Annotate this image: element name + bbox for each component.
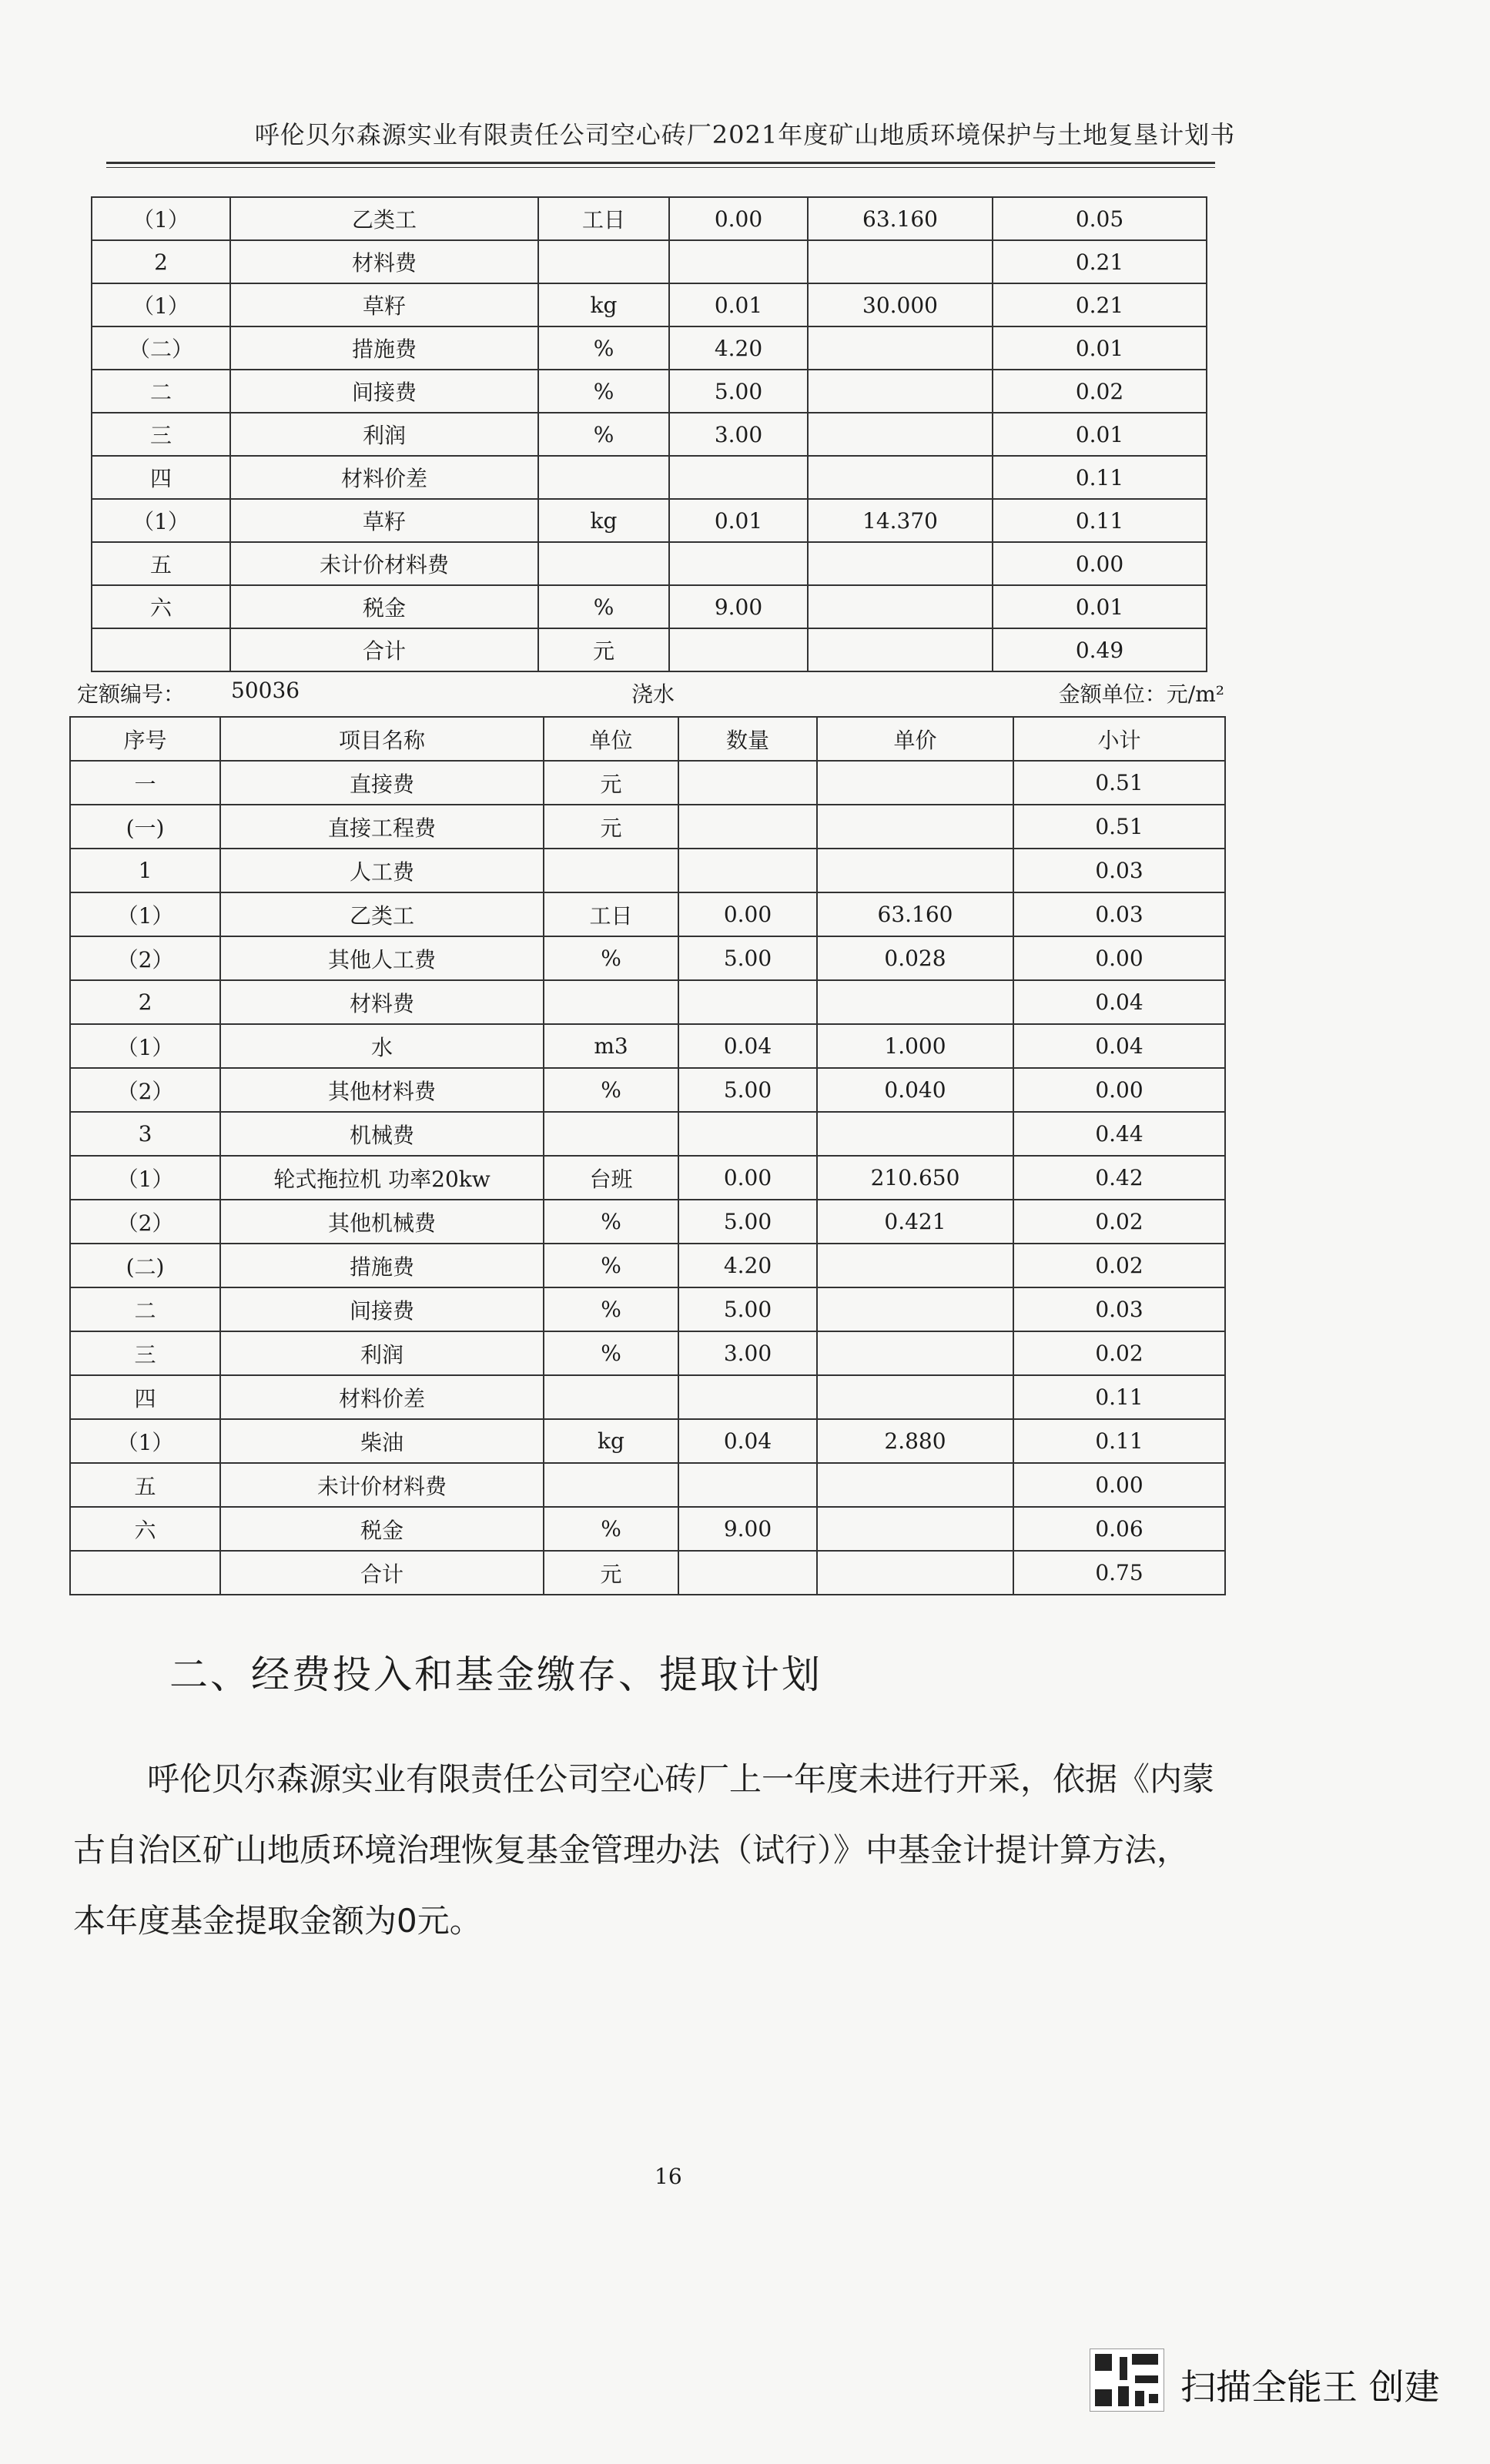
table-row xyxy=(70,1419,1225,1463)
table-cell: 0.00 xyxy=(678,1156,817,1200)
table-cell: m3 xyxy=(544,1024,678,1068)
table-cell: 0.01 xyxy=(669,283,808,326)
table-cell: 0.00 xyxy=(669,197,808,240)
table-cell: 0.02 xyxy=(993,370,1207,413)
table-cell: 0.01 xyxy=(993,413,1207,456)
table-cell: 二 xyxy=(70,1287,220,1331)
table-cell: 0.21 xyxy=(993,240,1207,283)
table-row xyxy=(70,1068,1225,1112)
table-cell xyxy=(817,1551,1013,1595)
table-cell: 0.02 xyxy=(1013,1331,1225,1375)
table-cell xyxy=(544,1112,678,1156)
table-cell: 利润 xyxy=(230,413,538,456)
table-cell: 0.05 xyxy=(993,197,1207,240)
table-cell xyxy=(70,1551,220,1595)
table-cell: 五 xyxy=(70,1463,220,1507)
table-cell: 30.000 xyxy=(808,283,993,326)
table-cell: 14.370 xyxy=(808,499,993,542)
table-cell: 0.11 xyxy=(1013,1419,1225,1463)
table-cell xyxy=(678,849,817,892)
table-cell: （1） xyxy=(70,1156,220,1200)
table-cell: 台班 xyxy=(544,1156,678,1200)
table-cell: 乙类工 xyxy=(220,892,544,936)
table-cell: 税金 xyxy=(230,585,538,628)
table-cell: 0.04 xyxy=(1013,1024,1225,1068)
table-row xyxy=(70,1507,1225,1551)
table-cell: 0.00 xyxy=(1013,936,1225,980)
table-cell: 五 xyxy=(92,542,230,585)
table-cell: 直接工程费 xyxy=(220,805,544,849)
table-cell: 草籽 xyxy=(230,283,538,326)
table-cell: 0.04 xyxy=(678,1024,817,1068)
table-cell xyxy=(808,456,993,499)
column-header: 项目名称 xyxy=(220,717,544,761)
table-cell: （1） xyxy=(70,1419,220,1463)
table-cell: 工日 xyxy=(544,892,678,936)
table-row xyxy=(92,542,1207,585)
table-cell: 未计价材料费 xyxy=(220,1463,544,1507)
table-cell: 9.00 xyxy=(669,585,808,628)
table-header-row xyxy=(70,717,1225,761)
table-row xyxy=(92,499,1207,542)
table-row xyxy=(70,1244,1225,1287)
table-row xyxy=(70,936,1225,980)
quota-name: 浇水 xyxy=(631,681,675,707)
table-cell: 0.02 xyxy=(1013,1200,1225,1244)
table-cell xyxy=(808,542,993,585)
table-cell: 0.02 xyxy=(1013,1244,1225,1287)
table-cell: 0.00 xyxy=(678,892,817,936)
table-row xyxy=(70,1331,1225,1375)
table-cell: 0.42 xyxy=(1013,1156,1225,1200)
table-row xyxy=(70,1463,1225,1507)
table-cell: 人工费 xyxy=(220,849,544,892)
table-cell: 草籽 xyxy=(230,499,538,542)
table-cell: 63.160 xyxy=(808,197,993,240)
qr-code-icon xyxy=(1090,2348,1164,2412)
table-cell: 元 xyxy=(544,805,678,849)
table-cell: 0.11 xyxy=(993,499,1207,542)
table-cell: 0.421 xyxy=(817,1200,1013,1244)
table-cell xyxy=(678,1463,817,1507)
table-cell: （1） xyxy=(70,892,220,936)
quota-info-row xyxy=(77,675,1224,707)
table-cell: 直接费 xyxy=(220,761,544,805)
table-cell: 六 xyxy=(70,1507,220,1551)
table-cell: 乙类工 xyxy=(230,197,538,240)
table-cell: （1） xyxy=(92,283,230,326)
table-cell: 0.04 xyxy=(1013,980,1225,1024)
table-cell: 元 xyxy=(544,1551,678,1595)
table-cell xyxy=(669,628,808,671)
table-row xyxy=(70,1200,1225,1244)
table-cell: 材料费 xyxy=(220,980,544,1024)
table-cell: 2.880 xyxy=(817,1419,1013,1463)
column-header: 序号 xyxy=(70,717,220,761)
table-cell xyxy=(544,980,678,1024)
table-cell: 材料价差 xyxy=(230,456,538,499)
table-cell: 0.03 xyxy=(1013,1287,1225,1331)
table-cell: 0.00 xyxy=(1013,1068,1225,1112)
table-row xyxy=(70,1112,1225,1156)
table-row xyxy=(92,413,1207,456)
column-header: 单位 xyxy=(544,717,678,761)
table-cell: 四 xyxy=(92,456,230,499)
table-cell xyxy=(678,761,817,805)
table-cell xyxy=(817,1112,1013,1156)
table-cell: kg xyxy=(538,499,669,542)
table-cell: (一) xyxy=(70,805,220,849)
column-header: 小计 xyxy=(1013,717,1225,761)
table-cell: 0.01 xyxy=(993,326,1207,370)
table-cell: % xyxy=(538,413,669,456)
table-cell: (二) xyxy=(70,1244,220,1287)
table-cell xyxy=(678,1375,817,1419)
table-cell: 3 xyxy=(70,1112,220,1156)
table-cell: 间接费 xyxy=(220,1287,544,1331)
table-cell: % xyxy=(544,1244,678,1287)
table-row xyxy=(70,892,1225,936)
quota-code: 50036 xyxy=(231,678,300,703)
table-row xyxy=(92,370,1207,413)
cost-table-continued xyxy=(91,196,1207,672)
table-cell xyxy=(544,1375,678,1419)
quota-code-label: 定额编号： xyxy=(77,681,186,707)
table-cell: 3.00 xyxy=(678,1331,817,1375)
paragraph-line: 本年度基金提取金额为0元。 xyxy=(73,1902,482,1940)
table-cell: 3.00 xyxy=(669,413,808,456)
table-cell: 二 xyxy=(92,370,230,413)
table-cell: 合计 xyxy=(230,628,538,671)
amount-unit: 金额单位：元/m² xyxy=(1058,681,1224,707)
table-cell: 1 xyxy=(70,849,220,892)
table-cell: 0.11 xyxy=(993,456,1207,499)
table-cell: 元 xyxy=(544,761,678,805)
page-number: 16 xyxy=(655,2164,682,2189)
table-cell: 210.650 xyxy=(817,1156,1013,1200)
table-cell: 0.01 xyxy=(993,585,1207,628)
table-cell: 材料价差 xyxy=(220,1375,544,1419)
table-row xyxy=(70,1551,1225,1595)
table-cell: 其他机械费 xyxy=(220,1200,544,1244)
table-cell xyxy=(678,1112,817,1156)
table-cell xyxy=(808,628,993,671)
table-cell xyxy=(669,542,808,585)
table-cell xyxy=(817,1507,1013,1551)
table-cell xyxy=(669,456,808,499)
table-cell: % xyxy=(538,585,669,628)
table-cell: 0.01 xyxy=(669,499,808,542)
table-cell: 4.20 xyxy=(678,1244,817,1287)
table-cell: 0.51 xyxy=(1013,805,1225,849)
table-cell: % xyxy=(544,1331,678,1375)
table-row xyxy=(70,1375,1225,1419)
table-cell: % xyxy=(544,1507,678,1551)
table-cell xyxy=(817,805,1013,849)
table-cell: 5.00 xyxy=(678,1068,817,1112)
table-cell xyxy=(817,849,1013,892)
table-cell: 0.21 xyxy=(993,283,1207,326)
table-row xyxy=(70,761,1225,805)
table-row xyxy=(70,1156,1225,1200)
table-cell: 三 xyxy=(70,1331,220,1375)
table-cell: 0.75 xyxy=(1013,1551,1225,1595)
table-cell xyxy=(538,240,669,283)
table-cell: 一 xyxy=(70,761,220,805)
table-cell: 0.44 xyxy=(1013,1112,1225,1156)
table-cell: （2） xyxy=(70,1068,220,1112)
table-cell: （二） xyxy=(92,326,230,370)
table-cell: 0.49 xyxy=(993,628,1207,671)
table-row xyxy=(92,197,1207,240)
table-cell: 63.160 xyxy=(817,892,1013,936)
table-row xyxy=(70,1024,1225,1068)
table-cell: 0.06 xyxy=(1013,1507,1225,1551)
section-heading: 二、经费投入和基金缴存、提取计划 xyxy=(169,1652,822,1697)
table-cell: % xyxy=(538,326,669,370)
table-cell: 工日 xyxy=(538,197,669,240)
table-cell: 0.028 xyxy=(817,936,1013,980)
table-cell: 措施费 xyxy=(230,326,538,370)
table-cell: 税金 xyxy=(220,1507,544,1551)
table-row xyxy=(70,805,1225,849)
table-cell: 柴油 xyxy=(220,1419,544,1463)
table-cell: （2） xyxy=(70,936,220,980)
table-cell: 元 xyxy=(538,628,669,671)
table-cell xyxy=(544,849,678,892)
table-cell xyxy=(538,456,669,499)
table-cell: 4.20 xyxy=(669,326,808,370)
table-cell xyxy=(92,628,230,671)
table-cell: kg xyxy=(544,1419,678,1463)
table-cell: % xyxy=(544,1287,678,1331)
table-cell: % xyxy=(544,1200,678,1244)
table-cell: 利润 xyxy=(220,1331,544,1375)
table-cell: 9.00 xyxy=(678,1507,817,1551)
table-cell: 5.00 xyxy=(678,1200,817,1244)
table-cell: 0.04 xyxy=(678,1419,817,1463)
header-rule-thin xyxy=(106,167,1215,168)
table-cell xyxy=(678,980,817,1024)
table-cell: 0.00 xyxy=(993,542,1207,585)
table-cell xyxy=(817,761,1013,805)
table-row xyxy=(92,283,1207,326)
table-cell xyxy=(678,805,817,849)
table-cell: （2） xyxy=(70,1200,220,1244)
scanner-watermark-text: 扫描全能王 创建 xyxy=(1180,2366,1440,2408)
table-cell: % xyxy=(538,370,669,413)
table-cell: （1） xyxy=(92,499,230,542)
table-cell: 材料费 xyxy=(230,240,538,283)
scanner-watermark xyxy=(1090,2341,1482,2418)
table-cell: % xyxy=(544,936,678,980)
table-cell xyxy=(808,585,993,628)
table-row xyxy=(92,456,1207,499)
table-row xyxy=(92,585,1207,628)
table-cell: % xyxy=(544,1068,678,1112)
table-cell: 1.000 xyxy=(817,1024,1013,1068)
table-cell xyxy=(669,240,808,283)
table-cell: 水 xyxy=(220,1024,544,1068)
table-cell: 0.00 xyxy=(1013,1463,1225,1507)
column-header: 数量 xyxy=(678,717,817,761)
table-cell: 四 xyxy=(70,1375,220,1419)
table-cell: （1） xyxy=(92,197,230,240)
table-row xyxy=(92,628,1207,671)
table-cell xyxy=(808,370,993,413)
document-header-title: 呼伦贝尔森源实业有限责任公司空心砖厂2021年度矿山地质环境保护与土地复垦计划书 xyxy=(254,120,1236,149)
table-cell xyxy=(808,326,993,370)
table-cell: 其他材料费 xyxy=(220,1068,544,1112)
table-cell: 未计价材料费 xyxy=(230,542,538,585)
table-cell: 合计 xyxy=(220,1551,544,1595)
table-row xyxy=(70,980,1225,1024)
header-rule xyxy=(106,162,1215,164)
table-cell: 其他人工费 xyxy=(220,936,544,980)
table-cell xyxy=(808,413,993,456)
table-cell: 5.00 xyxy=(678,1287,817,1331)
table-cell xyxy=(817,1375,1013,1419)
table-cell xyxy=(817,1331,1013,1375)
table-cell: 机械费 xyxy=(220,1112,544,1156)
table-cell: 措施费 xyxy=(220,1244,544,1287)
column-header: 单价 xyxy=(817,717,1013,761)
table-row xyxy=(92,240,1207,283)
table-cell: 六 xyxy=(92,585,230,628)
table-cell xyxy=(817,1463,1013,1507)
table-cell: 5.00 xyxy=(678,936,817,980)
table-cell xyxy=(538,542,669,585)
table-cell: 0.11 xyxy=(1013,1375,1225,1419)
table-cell xyxy=(817,1244,1013,1287)
table-cell xyxy=(817,980,1013,1024)
table-cell: 2 xyxy=(92,240,230,283)
table-row xyxy=(70,849,1225,892)
table-row xyxy=(70,1287,1225,1331)
table-cell: 三 xyxy=(92,413,230,456)
table-cell: 5.00 xyxy=(669,370,808,413)
table-cell: 0.51 xyxy=(1013,761,1225,805)
table-cell: 间接费 xyxy=(230,370,538,413)
table-cell: 2 xyxy=(70,980,220,1024)
paragraph-line: 古自治区矿山地质环境治理恢复基金管理办法（试行）》中基金计提计算方法， xyxy=(73,1831,1190,1869)
table-cell xyxy=(544,1463,678,1507)
table-row xyxy=(92,326,1207,370)
table-cell xyxy=(817,1287,1013,1331)
table-cell: 0.03 xyxy=(1013,892,1225,936)
table-cell xyxy=(678,1551,817,1595)
watering-cost-table xyxy=(69,716,1226,1595)
table-cell: 0.03 xyxy=(1013,849,1225,892)
table-cell: 0.040 xyxy=(817,1068,1013,1112)
table-cell: 轮式拖拉机 功率20kw xyxy=(220,1156,544,1200)
table-cell xyxy=(808,240,993,283)
section-paragraph xyxy=(73,1744,1213,1957)
table-cell: （1） xyxy=(70,1024,220,1068)
paragraph-line: 呼伦贝尔森源实业有限责任公司空心砖厂上一年度未进行开采，依据《内蒙 xyxy=(147,1760,1215,1798)
table-cell: kg xyxy=(538,283,669,326)
